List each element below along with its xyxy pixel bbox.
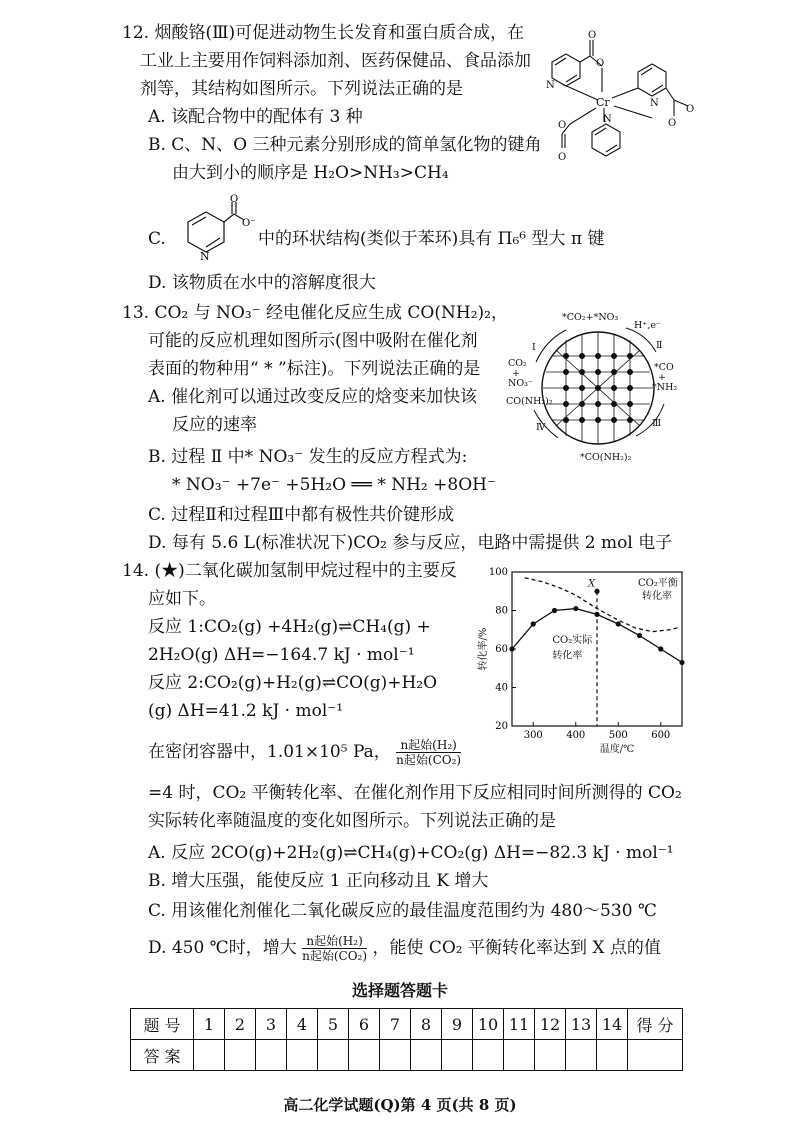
x-tick-label: 300 [523,730,543,741]
conversion-rate-chart [476,560,696,760]
svg-text:N: N [650,98,659,109]
q14-option-d-suffix: ，能使 CO₂ 平衡转化率达到 X 点的值 [372,938,661,958]
question-number-cell: 4 [287,1009,318,1040]
answer-cell[interactable] [194,1040,225,1071]
mech-label-left2: + [512,368,520,379]
actual-conversion-point [658,646,663,651]
q14-continue-line2: 实际转化率随温度的变化如图所示。下列说法正确的是 [148,811,556,831]
svg-text:N: N [200,250,210,263]
y-tick-label: 100 [488,567,508,578]
question-number-cell: 9 [442,1009,473,1040]
legend-actual-line1: CO₂实际 [552,635,593,647]
actual-conversion-point [552,608,557,613]
y-tick-label: 60 [495,644,508,655]
actual-conversion-point [509,646,514,651]
y-tick-label: 80 [495,605,508,617]
q12-option-c-prefix: C. [148,229,166,249]
q14-frac-denominator: n起始(CO₂) [396,753,462,767]
chart-y-axis-label: 转化率/% [478,627,489,671]
q14-frac-numerator: n起始(H₂) [400,738,457,752]
point-x-marker [594,589,599,594]
question-number-cell: 3 [256,1009,287,1040]
q13-line3: 表面的物种用“ * ”标注)。下列说法正确的是 [148,359,481,379]
y-tick-label: 20 [495,721,508,732]
question-number-cell: 8 [411,1009,442,1040]
svg-text:O: O [558,120,567,131]
q13-option-c: C. 过程Ⅱ和过程Ⅲ中都有极性共价键形成 [148,505,455,525]
q14-condition-text: 在密闭容器中，1.01×10⁵ Pa， [148,742,391,762]
q14-ratio-fraction [396,738,461,767]
q13-option-a-line1: A. 催化剂可以通过改变反应的焓变来加快该 [148,387,478,407]
q12-option-c-text: 中的环状结构(类似于苯环)具有 Π₆⁶ 型大 π 键 [258,229,605,249]
actual-conversion-point [531,621,536,626]
q13-option-b-line1: B. 过程 Ⅱ 中* NO₃⁻ 发生的反应方程式为: [148,447,468,467]
nicotinate-structure-icon [168,194,260,266]
actual-conversion-point [637,633,642,638]
q13-option-d: D. 每有 5.6 L(标准状况下)CO₂ 参与反应，电路中需提供 2 mol 电子 [148,533,673,553]
answer-cell[interactable] [287,1040,318,1071]
q12-option-a: A. 该配合物中的配体有 3 种 [148,107,363,127]
q12-line3: 剂等，其结构如图所示。下列说法正确的是 [140,79,463,99]
q13-option-a-line2: 反应的速率 [172,415,257,435]
answer-cell[interactable] [256,1040,287,1071]
actual-conversion-point [679,660,684,665]
question-number-cell: 11 [504,1009,535,1040]
q14-continue-line1: =4 时，CO₂ 平衡转化率、在催化剂作用下反应相同时间所测得的 CO₂ [148,783,682,803]
answer-card-row1-label: 题 号 [131,1009,194,1040]
legend-equilibrium-line1: CO₂平衡 [638,578,678,589]
answer-card-table [130,1008,683,1071]
answer-card-row2-label: 答 案 [131,1040,194,1071]
answer-cell[interactable] [566,1040,597,1071]
q14-d-frac-numerator: n起始(H₂) [306,934,363,948]
x-tick-label: 600 [651,730,671,741]
mech-label-right3: *NH₂ [652,382,678,393]
q14-reaction2-line1: 反应 2:CO₂(g)+H₂(g)⇌CO(g)+H₂O [148,673,438,693]
mech-stage-3: Ⅲ [652,418,662,429]
x-tick-label: 500 [608,730,628,741]
answer-cell[interactable] [504,1040,535,1071]
svg-text:O: O [558,152,567,163]
q14-option-d [148,934,661,963]
answer-cell[interactable] [380,1040,411,1071]
mech-label-left1: CO₂ [508,358,527,369]
mech-label-left3: NO₃⁻ [508,378,533,389]
answer-cell[interactable] [225,1040,256,1071]
q13-line2: 可能的反应机理如图所示(图中吸附在催化剂 [148,331,478,351]
score-cell[interactable] [628,1040,683,1071]
svg-text:O: O [596,58,605,69]
mech-label-h: H⁺,e⁻ [634,320,661,331]
svg-text:O: O [686,104,695,115]
q14-reaction1-line1: 反应 1:CO₂(g) +4H₂(g)⇌CH₄(g) + [148,617,431,637]
answer-cell[interactable] [349,1040,380,1071]
mech-label-top: *CO₂+*NO₃ [562,312,619,323]
mech-label-left4: CO(NH₂)₂ [506,396,553,407]
question-number-cell: 5 [318,1009,349,1040]
q14-option-d-prefix: D. 450 ℃时，增大 [148,938,297,958]
svg-text:Cr: Cr [596,96,610,109]
answer-cell[interactable] [473,1040,504,1071]
svg-text:O: O [230,194,239,205]
q12-line2: 工业上主要用作饲料添加剂、医药保健品、食品添加 [140,51,531,71]
question-number-cell: 2 [225,1009,256,1040]
mech-stage-4: Ⅳ [536,422,546,433]
mech-label-right1: *CO [654,362,674,373]
q13-option-b-line2: * NO₃⁻ +7e⁻ +5H₂O ══ * NH₂ +8OH⁻ [172,475,496,495]
legend-actual-line2: 转化率 [552,650,583,662]
question-number-cell: 6 [349,1009,380,1040]
q14-reaction2-line2: (g) ΔH=41.2 kJ · mol⁻¹ [148,701,344,721]
q12-option-b-line2: 由大到小的顺序是 H₂O>NH₃>CH₄ [172,163,449,183]
mech-label-bottom: *CO(NH₂)₂ [580,452,632,463]
question-number-cell: 10 [473,1009,504,1040]
question-number-cell: 12 [535,1009,566,1040]
actual-conversion-point [573,606,578,611]
mech-stage-1: Ⅰ [532,342,536,353]
answer-cell[interactable] [411,1040,442,1071]
svg-text:O⁻: O⁻ [242,218,256,229]
svg-text:O: O [588,30,597,41]
chart-x-axis-label: 温度/℃ [599,744,635,755]
point-x-label: X [588,578,596,590]
answer-cell[interactable] [597,1040,628,1071]
q12-option-b-line1: B. C、N、O 三种元素分别形成的简单氢化物的键角 [148,135,542,155]
mech-stage-2: Ⅱ [656,340,663,351]
q14-reaction1-line2: 2H₂O(g) ΔH=−164.7 kJ · mol⁻¹ [148,645,415,665]
svg-text:O: O [668,118,677,129]
catalyst-mechanism-diagram [506,300,692,468]
actual-conversion-point [616,621,621,626]
q13-line1: 13. CO₂ 与 NO₃⁻ 经电催化反应生成 CO(NH₂)₂， [122,303,508,323]
q14-option-a: A. 反应 2CO(g)+2H₂(g)⇌CH₄(g)+CO₂(g) ΔH=−82.3 kJ · mol⁻¹ [148,843,674,863]
mech-label-right2: + [658,372,666,383]
chromium-complex-structure-icon [540,22,700,172]
question-number-cell: 7 [380,1009,411,1040]
answer-cell[interactable] [535,1040,566,1071]
q14-line1: 14. (★)二氧化碳加氢制甲烷过程中的主要反 [122,561,457,581]
page-footer: 高二化学试题(Q)第 4 页(共 8 页) [283,1096,517,1114]
y-tick-label: 40 [495,682,508,694]
q14-condition [148,738,461,767]
q12-line1: 12. 烟酸铬(Ⅲ)可促进动物生长发育和蛋白质合成，在 [122,23,525,43]
x-tick-label: 400 [566,730,586,741]
question-number-cell: 14 [597,1009,628,1040]
q14-option-b: B. 增大压强，能使反应 1 正向移动且 K 增大 [148,871,489,891]
q14-d-frac-denominator: n起始(CO₂) [302,949,368,963]
q14-option-d-fraction [302,934,367,963]
svg-text:N: N [603,114,612,125]
question-number-cell: 1 [194,1009,225,1040]
answer-cell[interactable] [442,1040,473,1071]
svg-text:N: N [546,80,555,91]
score-label-cell: 得 分 [628,1009,683,1040]
answer-cell[interactable] [318,1040,349,1071]
q14-line2: 应如下。 [148,589,216,609]
q12-option-d: D. 该物质在水中的溶解度很大 [148,273,376,293]
legend-equilibrium-line2: 转化率 [642,591,672,602]
q14-option-c: C. 用该催化剂催化二氧化碳反应的最佳温度范围约为 480～530 ℃ [148,901,657,921]
answer-card-title: 选择题答题卡 [351,981,448,1000]
question-number-cell: 13 [566,1009,597,1040]
